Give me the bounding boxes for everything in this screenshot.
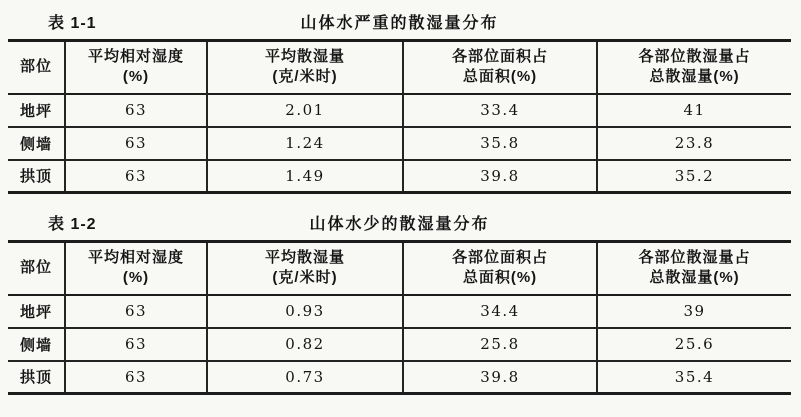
table-row — [8, 127, 791, 160]
header-line: 平均相对湿度 — [87, 249, 184, 267]
cell-value: 35.8 — [403, 127, 597, 160]
table1-header-part — [8, 41, 65, 94]
table-row — [8, 94, 791, 127]
cell-value: 25.8 — [403, 328, 597, 361]
table2-header-moisture-pct — [597, 242, 791, 295]
document-page — [8, 0, 791, 395]
row-label: 拱顶 — [19, 369, 52, 387]
cell-value: 39 — [597, 295, 791, 328]
table2-header-humidity — [65, 242, 207, 295]
row-label: 侧墙 — [19, 135, 52, 153]
table2 — [8, 240, 791, 395]
table2-header-area-pct — [403, 242, 597, 295]
cell-value: 0.73 — [207, 361, 403, 394]
cell-value: 33.4 — [403, 94, 597, 127]
table2-header-part — [8, 242, 65, 295]
header-line: 平均相对湿度 — [87, 48, 184, 66]
cell-value: 1.24 — [207, 127, 403, 160]
cell-value: 63 — [65, 94, 207, 127]
header-line: (%) — [122, 269, 150, 287]
table1-caption-label: 表 1-1 — [48, 15, 97, 32]
header-line: (克/米时) — [272, 269, 338, 287]
row-label: 地坪 — [19, 102, 52, 120]
table-row — [8, 328, 791, 361]
cell-value: 1.49 — [207, 160, 403, 193]
header-line: 平均散湿量 — [264, 249, 345, 267]
row-label: 侧墙 — [19, 336, 52, 354]
row-label: 拱顶 — [19, 168, 52, 186]
header-line: 总面积(%) — [462, 68, 538, 86]
cell-value: 35.2 — [597, 160, 791, 193]
cell-value: 63 — [65, 160, 207, 193]
table1-header-humidity — [65, 41, 207, 94]
table2-header-row — [8, 242, 791, 295]
cell-value: 63 — [65, 295, 207, 328]
table1-header-moisture-pct — [597, 41, 791, 94]
cell-value: 2.01 — [207, 94, 403, 127]
header-line: 各部位散湿量占 — [638, 48, 751, 66]
cell-value: 63 — [65, 361, 207, 394]
header-line: 部位 — [19, 259, 52, 277]
table1-caption — [8, 8, 791, 32]
table2-title: 山体水少的散湿量分布 — [309, 216, 490, 233]
table2-header-moisture-rate — [207, 242, 403, 295]
table1-title: 山体水严重的散湿量分布 — [300, 15, 499, 32]
header-line: 各部位面积占 — [451, 249, 548, 267]
table1-header-moisture-rate — [207, 41, 403, 94]
header-line: (%) — [122, 68, 150, 86]
cell-value: 0.82 — [207, 328, 403, 361]
cell-value: 39.8 — [403, 160, 597, 193]
cell-value: 41 — [597, 94, 791, 127]
header-line: 部位 — [19, 58, 52, 76]
header-line: 各部位散湿量占 — [638, 249, 751, 267]
table1-header-area-pct — [403, 41, 597, 94]
cell-value: 0.93 — [207, 295, 403, 328]
header-line: 各部位面积占 — [451, 48, 548, 66]
header-line: 总散湿量(%) — [649, 68, 740, 86]
table2-caption-label: 表 1-2 — [48, 216, 97, 233]
table1 — [8, 39, 791, 194]
header-line: 平均散湿量 — [264, 48, 345, 66]
cell-value: 23.8 — [597, 127, 791, 160]
cell-value: 63 — [65, 328, 207, 361]
cell-value: 39.8 — [403, 361, 597, 394]
table-row — [8, 361, 791, 394]
header-line: 总散湿量(%) — [649, 269, 740, 287]
cell-value: 34.4 — [403, 295, 597, 328]
cell-value: 63 — [65, 127, 207, 160]
table2-caption — [8, 209, 791, 233]
row-label: 地坪 — [19, 303, 52, 321]
header-line: (克/米时) — [272, 68, 338, 86]
cell-value: 35.4 — [597, 361, 791, 394]
table-row — [8, 160, 791, 193]
cell-value: 25.6 — [597, 328, 791, 361]
table-row — [8, 295, 791, 328]
header-line: 总面积(%) — [462, 269, 538, 287]
table1-header-row — [8, 41, 791, 94]
